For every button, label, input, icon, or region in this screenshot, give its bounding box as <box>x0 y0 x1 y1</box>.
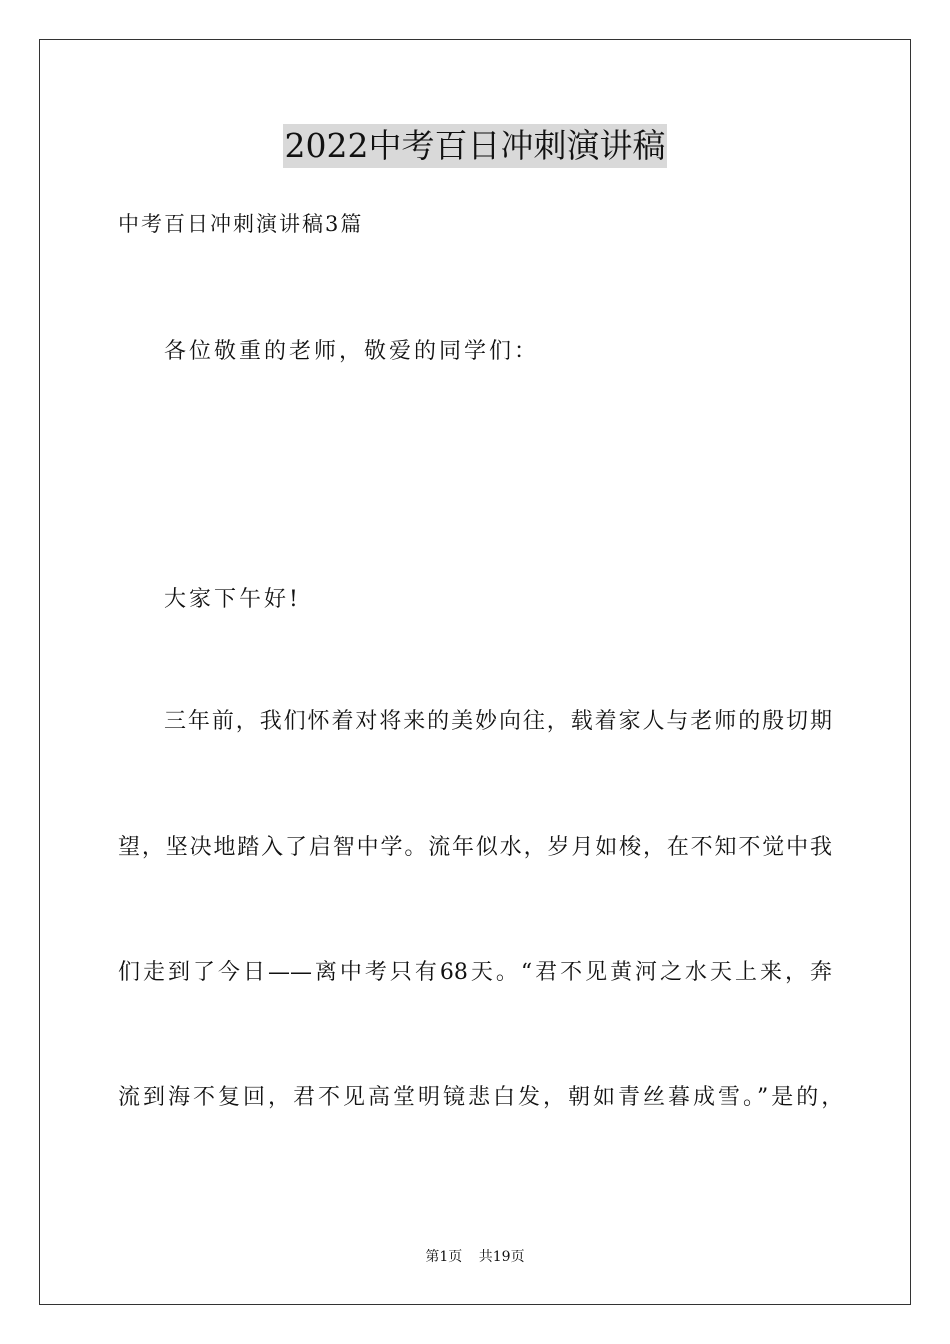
page-number: 第1页 <box>425 1249 463 1265</box>
body-line-2: 望，坚决地踏入了启智中学。流年似水，岁月如梭，在不知不觉中我 <box>118 835 832 860</box>
title-container <box>0 124 950 168</box>
body-line-3: 们走到了今日——离中考只有68天。“君不见黄河之水天上来，奔 <box>118 960 832 985</box>
page-footer <box>0 1247 950 1267</box>
page-total: 共19页 <box>478 1249 525 1265</box>
hello-line: 大家下午好! <box>164 587 301 612</box>
greeting-line: 各位敬重的老师，敬爱的同学们： <box>164 339 540 364</box>
document-title: 2022中考百日冲刺演讲稿 <box>283 124 668 168</box>
body-line-1: 三年前，我们怀着对将来的美妙向往，载着家人与老师的殷切期 <box>164 709 832 734</box>
body-line-4: 流到海不复回，君不见高堂明镜悲白发，朝如青丝暮成雪。”是的， <box>118 1085 847 1110</box>
document-subtitle: 中考百日冲刺演讲稿3篇 <box>118 212 364 236</box>
